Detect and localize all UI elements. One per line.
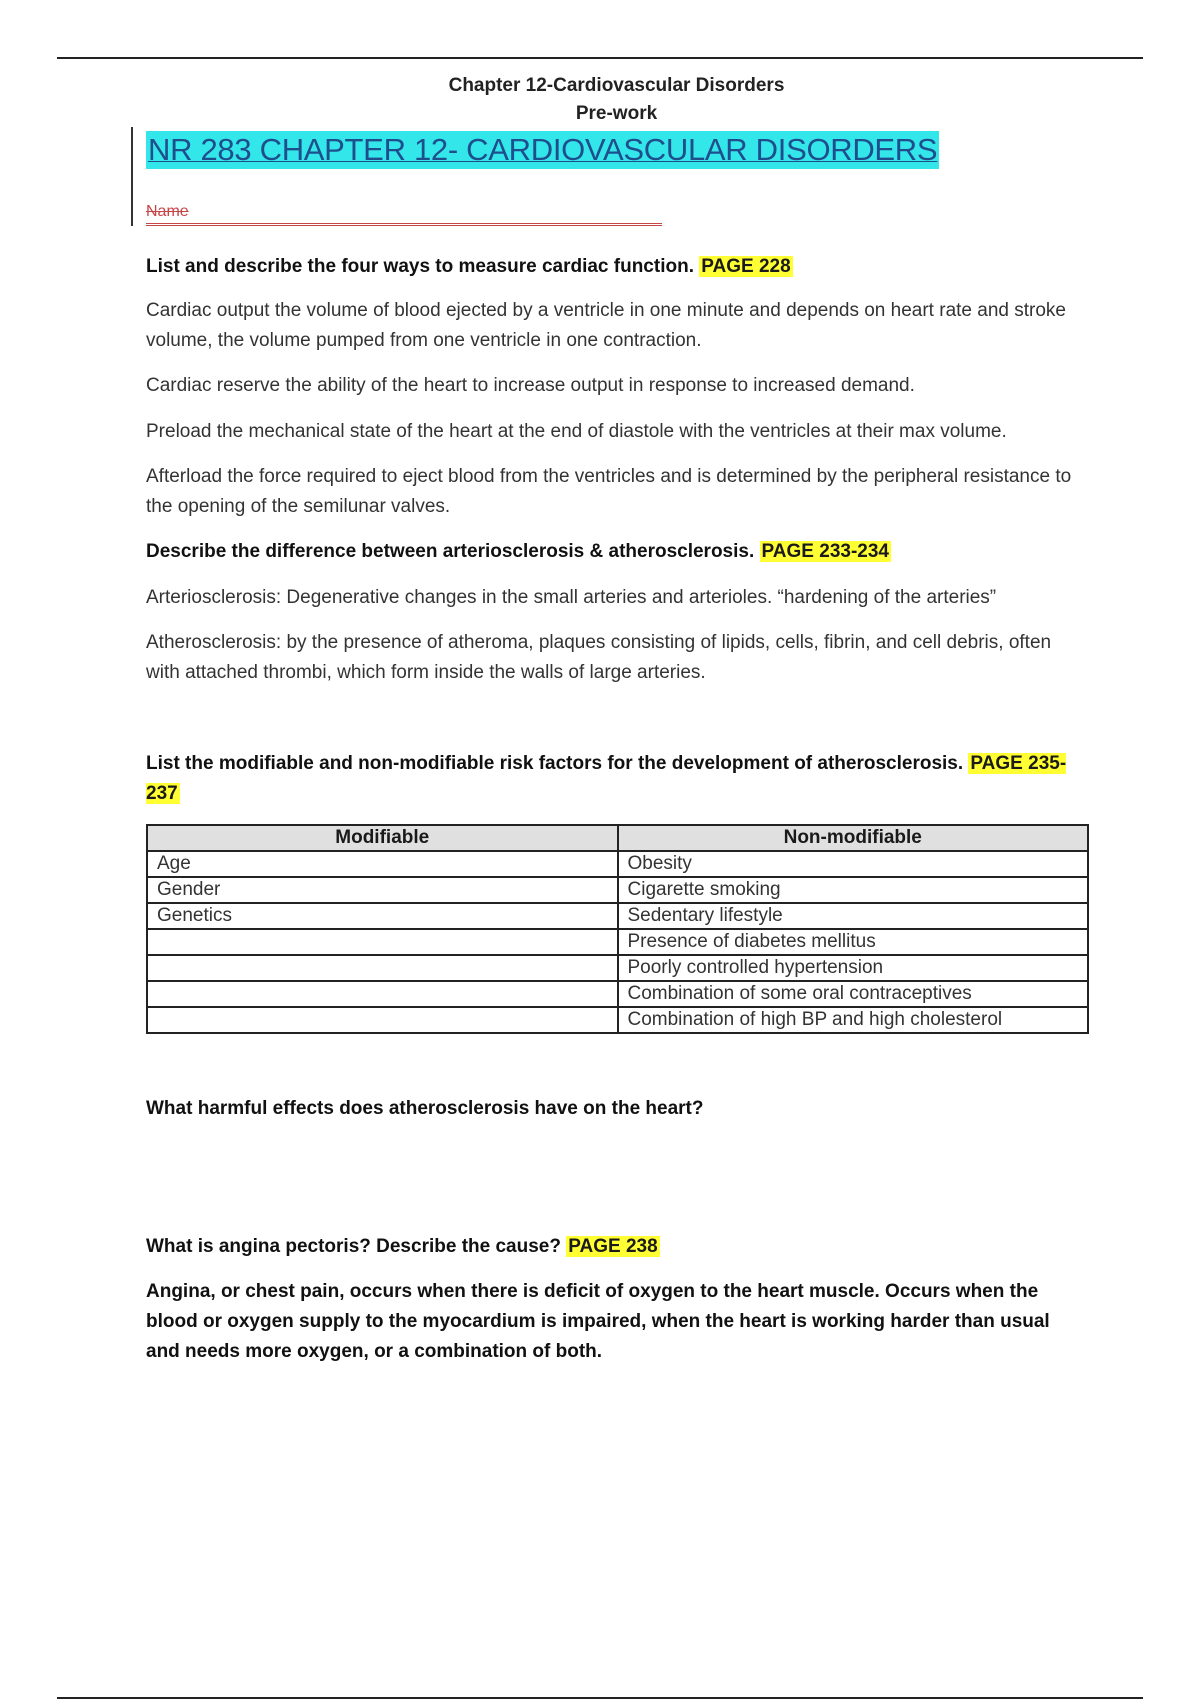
- page-ref-highlight: PAGE 233-234: [761, 541, 889, 562]
- table-cell: [147, 955, 618, 981]
- bottom-rule: [57, 1697, 1143, 1699]
- answer-cardiac-reserve: Cardiac reserve the ability of the heart to increase output in response to increased demand.: [146, 375, 915, 396]
- document-title: NR 283 CHAPTER 12- CARDIOVASCULAR DISORDERS: [148, 132, 938, 167]
- column-header-non-modifiable: Non-modifiable: [618, 825, 1089, 851]
- answer-atherosclerosis: Atherosclerosis: by the presence of atheroma, plaques consisting of lipids, cells, fibrin, and cell debris, often with attached thrombi, which form inside the walls of large arteries.: [146, 632, 1052, 683]
- table-cell: Sedentary lifestyle: [618, 903, 1089, 929]
- table-cell: [147, 981, 618, 1007]
- table-cell: Age: [147, 851, 618, 877]
- header-subtitle: Pre-work: [575, 103, 658, 124]
- answer-angina: Angina, or chest pain, occurs when there is deficit of oxygen to the heart muscle. Occurs when the blood or oxygen supply to the myocardium is impaired, when the heart is working harder than usual and needs more oxygen, or a combination of both.: [146, 1281, 1050, 1362]
- page-ref-highlight: PAGE 228: [701, 256, 791, 277]
- table-cell: Obesity: [618, 851, 1089, 877]
- answer-cardiac-output: Cardiac output the volume of blood ejected by a ventricle in one minute and depends on heart rate and stroke volume, the volume pumped from one ventricle in one contraction.: [146, 300, 1066, 351]
- question-text: List and describe the four ways to measure cardiac function.: [146, 256, 694, 277]
- table-cell: [147, 929, 618, 955]
- table-header-row: [147, 825, 1088, 851]
- table-cell: Presence of diabetes mellitus: [618, 929, 1089, 955]
- risk-factor-table: [146, 824, 1089, 1034]
- answer-preload: Preload the mechanical state of the heart at the end of diastole with the ventricles at their max volume.: [146, 421, 1007, 442]
- table-cell: Poorly controlled hypertension: [618, 955, 1089, 981]
- header-chapter: Chapter 12-Cardiovascular Disorders: [448, 75, 785, 96]
- table-cell: Gender: [147, 877, 618, 903]
- question-risk-factors: [146, 749, 1086, 809]
- name-field[interactable]: [146, 203, 662, 226]
- answer-arteriosclerosis: Arteriosclerosis: Degenerative changes in the small arteries and arterioles. “hardening of the arteries”: [146, 587, 997, 608]
- question-arterio-athero: [146, 537, 1086, 567]
- table-row: [147, 851, 1088, 877]
- table-row: [147, 903, 1088, 929]
- question-text: What is angina pectoris? Describe the cause?: [146, 1236, 561, 1257]
- page-ref-highlight: PAGE 235-237: [146, 753, 1067, 804]
- column-header-modifiable: Modifiable: [147, 825, 618, 851]
- table-row: [147, 955, 1088, 981]
- table-cell: Genetics: [147, 903, 618, 929]
- question-angina: [146, 1232, 1086, 1262]
- answer-afterload: Afterload the force required to eject blood from the ventricles and is determined by the peripheral resistance to the opening of the semilunar valves.: [146, 466, 1072, 517]
- table-cell: Combination of some oral contraceptives: [618, 981, 1089, 1007]
- table-row: [147, 877, 1088, 903]
- table-cell: [147, 1007, 618, 1033]
- question-cardiac-function: [146, 252, 1086, 282]
- table-cell: Combination of high BP and high cholesterol: [618, 1007, 1089, 1033]
- table-row: [147, 929, 1088, 955]
- question-harmful-effects: [146, 1094, 1086, 1124]
- name-label: Name: [146, 203, 189, 220]
- question-text: Describe the difference between arteriosclerosis & atherosclerosis.: [146, 541, 755, 562]
- question-text: What harmful effects does atherosclerosis have on the heart?: [146, 1098, 704, 1119]
- page-ref-highlight: PAGE 238: [568, 1236, 658, 1257]
- table-row: [147, 981, 1088, 1007]
- top-rule: [57, 57, 1143, 59]
- table-cell: Cigarette smoking: [618, 877, 1089, 903]
- question-text: List the modifiable and non-modifiable risk factors for the development of atherosclerosis.: [146, 753, 964, 774]
- margin-change-bar: [131, 127, 133, 226]
- table-row: [147, 1007, 1088, 1033]
